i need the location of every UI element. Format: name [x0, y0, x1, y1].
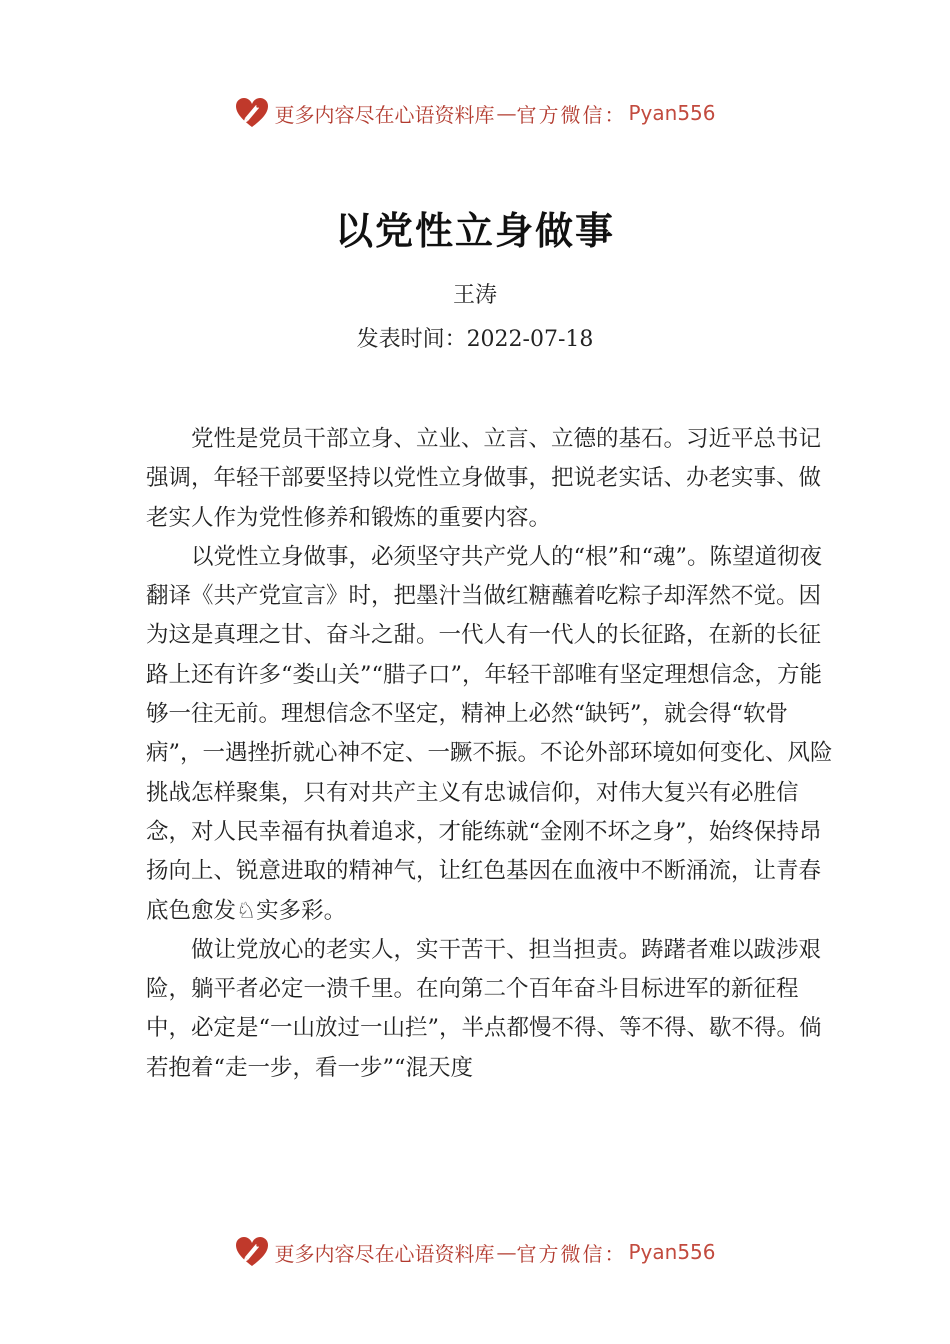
banner-wechat-id: Pyan556 — [628, 101, 716, 125]
banner-wechat-id: Pyan556 — [628, 1240, 716, 1264]
heart-pen-logo-icon — [234, 96, 270, 130]
article-author: 王涛 — [452, 283, 497, 308]
banner-text: 更多内容尽在心语资料库 — [274, 1241, 495, 1266]
banner-label: 官方微信： — [516, 1241, 627, 1266]
header-banner — [0, 96, 950, 130]
banner-separator: — — [496, 1240, 515, 1264]
banner-text: 更多内容尽在心语资料库 — [274, 102, 495, 127]
paragraph: 党性是党员干部立身、立业、立言、立德的基石。习近平总书记强调，年轻干部要坚持以党性立身做事，把说老实话、办老实事、做老实人作为党性修养和锻炼的重要内容。 — [146, 426, 822, 531]
banner-separator: — — [496, 101, 515, 125]
paragraph: 做让党放心的老实人，实干苦干、担当担责。踌躇者难以跋涉艰险，躺平者必定一溃千里。在向第二个百年奋斗目标进军的新征程中，必定是“一山放过一山拦”，半点都慢不得、等不得、歇不得。倘若抱着“走一步，看一步”“混天度 — [146, 936, 822, 1081]
footer-banner — [0, 1235, 950, 1269]
article-body — [146, 420, 836, 1088]
article-title: 以党性立身做事 — [334, 208, 615, 253]
article-date: 发表时间：2022-07-18 — [356, 327, 594, 352]
paragraph: 以党性立身做事，必须坚守共产党人的“根”和“魂”。陈望道彻夜翻译《共产党宣言》时，把墨汁当做红糖蘸着吃粽子却浑然不觉。因为这是真理之甘、奋斗之甜。一代人有一代人的长征路，在新的长征路上还有许多“娄山关”“腊子口”，年轻干部唯有坚定理想信念，方能够一往无前。理想信念不坚定，精神上必然“缺钙”，就会得“软骨病”，一遇挫折就心神不定、一蹶不振。不论外部环境如何变化、风险挑战怎样聚集，只有对共产主义有忠诚信仰，对伟大复兴有必胜信念，对人民幸福有执着追求，才能练就“金刚不坏之身”，始终保持昂扬向上、锐意进取的精神气，让红色基因在血液中不断涌流，让青春底色愈发♘实多彩。 — [146, 543, 833, 924]
banner-label: 官方微信： — [516, 102, 627, 127]
heart-pen-logo-icon — [234, 1235, 270, 1269]
